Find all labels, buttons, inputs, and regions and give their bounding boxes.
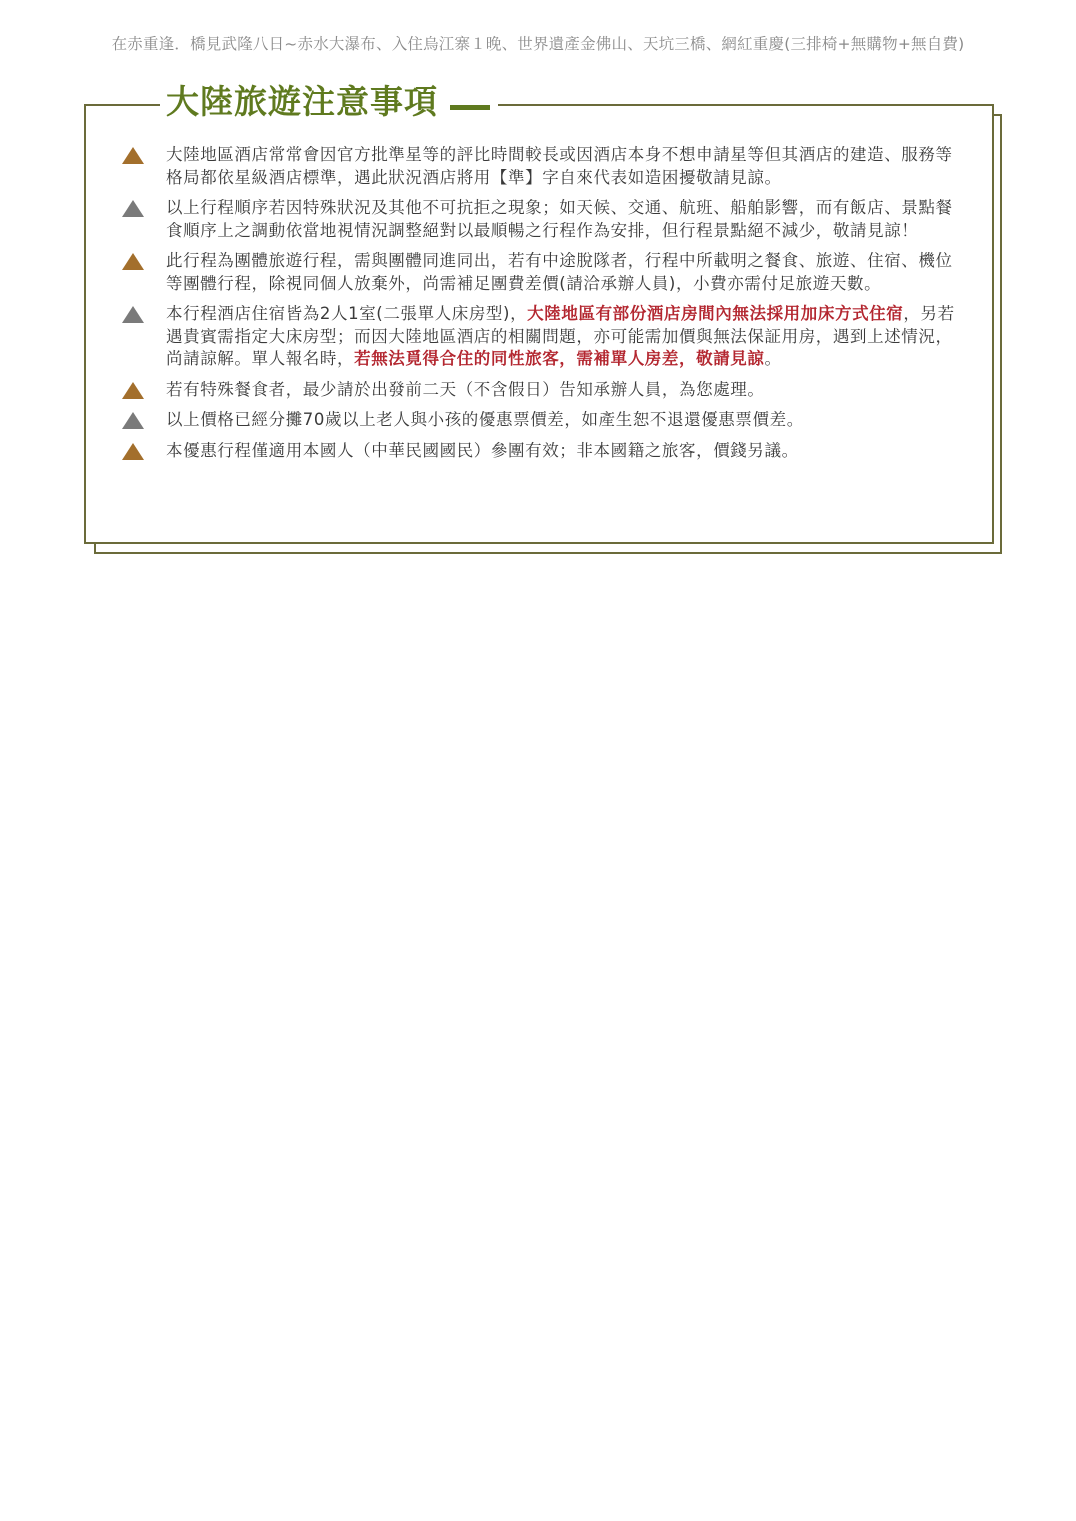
notice-highlight: 若無法覓得合住的同性旅客，需補單人房差，敬請見諒 <box>354 349 765 368</box>
notice-item <box>122 303 962 371</box>
notice-item-text: 若有特殊餐食者，最少請於出發前二天（不含假日）告知承辦人員，為您處理。 <box>166 379 765 399</box>
notice-item-text: 以上行程順序若因特殊狀況及其他不可抗拒之現象；如天候、交通、航班、船舶影響，而有飯店、景點餐食順序上之調動依當地視情況調整絕對以最順暢之行程作為安排，但行程景點絕不減少，敬請見諒！ <box>166 198 953 240</box>
title-underline-bar <box>450 105 490 110</box>
notice-item-text <box>166 303 962 371</box>
brown-triangle-icon <box>122 147 144 164</box>
notice-text-part: 。 <box>764 349 782 368</box>
notice-item <box>122 250 962 295</box>
notice-item <box>122 409 962 432</box>
gray-triangle-icon <box>122 412 144 429</box>
notice-highlight: 大陸地區有部份酒店房間內無法採用加床方式住宿 <box>527 304 904 323</box>
notice-title: 大陸旅遊注意事項 <box>166 82 438 121</box>
notice-item-text: 此行程為團體旅遊行程，需與團體同進同出，若有中途脫隊者，行程中所載明之餐食、旅遊、住宿、機位等團體行程，除視同個人放棄外，尚需補足團費差價(請洽承辦人員)，小費亦需付足旅遊天數。 <box>166 251 953 293</box>
brown-triangle-icon <box>122 253 144 270</box>
gray-triangle-icon <box>122 306 144 323</box>
brown-triangle-icon <box>122 443 144 460</box>
notice-item-text: 本優惠行程僅適用本國人（中華民國國民）參團有效；非本國籍之旅客，價錢另議。 <box>166 440 799 460</box>
notice-frame <box>84 104 994 544</box>
notice-title-wrap <box>160 80 498 124</box>
gray-triangle-icon <box>122 200 144 217</box>
notice-item <box>122 379 962 402</box>
notice-text-part: ，另若遇貴賓需指定大床房型；而因大陸地區酒店的相關問題，亦可能需加價與無法保証用房，遇到上述情況，尚請諒解。單人報名時， <box>166 304 955 368</box>
notice-item-text: 大陸地區酒店常常會因官方批準星等的評比時間較長或因酒店本身不想申請星等但其酒店的建造、服務等格局都依星級酒店標準，遇此狀況酒店將用【準】字自來代表如造困擾敬請見諒。 <box>166 145 953 187</box>
brown-triangle-icon <box>122 382 144 399</box>
notice-item <box>122 144 962 189</box>
notice-item <box>122 440 962 463</box>
notice-item-text: 以上價格已經分攤70歲以上老人與小孩的優惠票價差，如產生恕不退還優惠票價差。 <box>166 410 804 429</box>
notice-text-part: 本行程酒店住宿皆為2人1室(二張單人床房型)， <box>166 304 528 323</box>
notice-box <box>82 82 1006 560</box>
trip-title-header: 在赤重逢．橋見武隆八日~赤水大瀑布、入住烏江寨１晚、世界遺產金佛山、天坑三橋、網紅重慶(三排椅+無購物+無自費) <box>111 35 965 53</box>
notice-list <box>122 144 962 470</box>
notice-item <box>122 197 962 242</box>
